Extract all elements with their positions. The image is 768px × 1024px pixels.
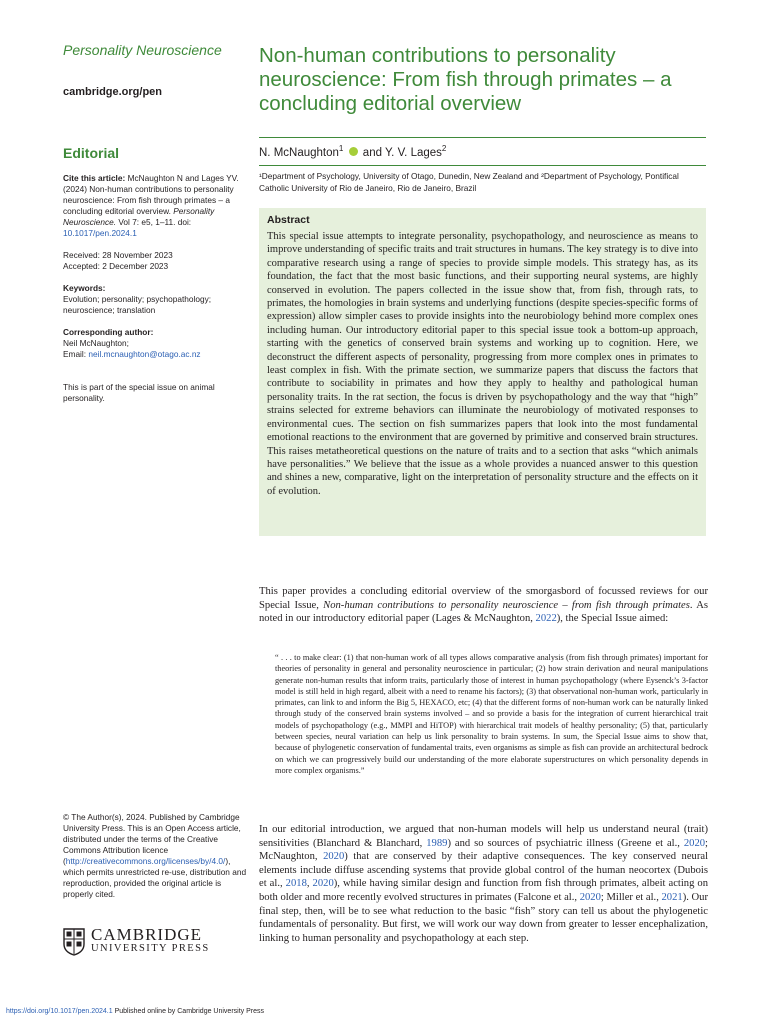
p2-text: ). Our final step, then, will be to see what reduction to the basic “fish” story can tell us about the phylogenetic fundamentals of personality. But first, we will work our way down from greater to lesser encephalization, linking to human personality and psychopathology at each step. (259, 891, 708, 944)
author-2-affil: 2 (441, 144, 447, 153)
accepted-date: Accepted: 2 December 2023 (63, 261, 169, 271)
author-2: Y. V. Lages (384, 146, 442, 159)
ref-link[interactable]: 2020 (312, 878, 334, 890)
journal-name: Personality Neuroscience (63, 42, 222, 58)
license-text-2: ), which permits unrestricted re-use, distribution and reproduction, provided the original article is properly cited. (63, 856, 247, 899)
citation-block (63, 173, 248, 239)
publisher-logo (63, 925, 210, 956)
body-paragraph-2 (259, 823, 708, 945)
email-label: Email: (63, 349, 87, 359)
ref-link[interactable]: 2021 (661, 891, 683, 903)
page-footer (6, 1008, 264, 1015)
p1-italic-title: Non-human contributions to personality neuroscience – from fish through primates (323, 599, 690, 611)
and-word: and (362, 146, 382, 159)
footer-published: Published online by Cambridge University Press (114, 1008, 264, 1015)
cite-label: Cite this article: (63, 173, 126, 183)
author-line (259, 144, 446, 159)
ref-link[interactable]: 1989 (426, 837, 448, 849)
corresponding-block (63, 327, 248, 360)
orcid-icon[interactable] (349, 147, 358, 156)
title-divider (259, 137, 706, 138)
corresponding-name: Neil McNaughton; (63, 338, 129, 348)
left-sidebar (63, 140, 248, 415)
author-1: N. McNaughton (259, 146, 339, 159)
keywords-label: Keywords: (63, 283, 106, 293)
p2-text: ; McNaughton, (259, 837, 708, 863)
p2-text: ) that are conserved by their adaptive consequences. The key conserved neural elements include diffuse ascending systems that provide global control of the human neocortex (Dubois et al., (259, 851, 709, 890)
license-text: © The Author(s), 2024. Published by Cambridge University Press. This is an Open Access article, distributed under the terms of the Creative Commons Attribution licence ( (63, 812, 241, 866)
p1-text-b: . As noted in our introductory editorial paper (Lages & McNaughton, (259, 599, 708, 625)
ref-link[interactable]: 2022 (535, 613, 557, 625)
keywords-list: Evolution; personality; psychopathology; neuroscience; translation (63, 294, 212, 315)
publisher-name: CAMBRIDGE (91, 925, 203, 944)
article-title: Non-human contributions to personality neuroscience: From fish through primates – a concluding editorial overview (259, 44, 672, 115)
article-type: Editorial (63, 145, 120, 161)
ref-link[interactable]: 2020 (683, 837, 706, 849)
author-divider (259, 165, 706, 166)
p2-text: ) and so sources of psychiatric illness (Greene et al., (447, 837, 684, 849)
received-date: Received: 28 November 2023 (63, 250, 173, 260)
ref-link[interactable]: 2020 (323, 851, 345, 863)
p2-text: , (306, 878, 313, 890)
p1-text-a: This paper provides a concluding editorial overview of the smorgasbord of focussed reviews for our Special Issue, (259, 586, 708, 611)
license-note (63, 812, 248, 900)
publisher-wordmark (91, 925, 210, 956)
ref-link[interactable]: 2020 (579, 891, 601, 903)
body-paragraph-1 (259, 585, 708, 626)
author-1-affil: 1 (338, 144, 344, 153)
abstract-text: This special issue attempts to integrate personality, psychopathology, and neuroscience as means to improve understanding of specific traits and trait structures in humans. The key strategy is to dive into comparative research using a range of species to provide simple models. This strategy has, as its foundation, the fact that the most basic functions, and their supporting neural systems, are highly conserved in evolution. The papers collected in the issue show that, from fish, through rats, to primates, the homologies in brain systems and underlying functions (despite species-specific forms of expression) allow simpler cases to provide insights into the neurobiology behind more complex ones including human. Our introductory editorial paper to this special issue took a bottom-up approach, starting with the genetics of conserved brain systems and working up to cognition. Here, we deconstruct the different aspects of personality, progressing from more complex ones in primates to least complex in fish. With the primate section, we summarize papers that discuss the factors that contribute to sociability in primates and how they apply to healthy and pathological human personality traits. In the rat section, the focus is driven by psychopathology and the way that “high” strains selected for extreme behaviors can illuminate the neurobiology of motivated responses to environmental cues. The section on fish summarizes papers that look into the most fundamental emotional reactions to the environment that are governed by primitive and conserved brain structures. This raises metatheoretical questions on the nature of traits and to a section that asks “which animals have personalities.” We believe that the issue as a whole provides a nuanced answer to this question and shines a new, comparative, light on the interpretation of personality structure and the effects on it of evolution. (267, 231, 698, 497)
corresponding-label: Corresponding author: (63, 327, 154, 337)
special-issue-note: This is part of the special issue on animal personality. (63, 382, 215, 403)
email-link[interactable]: neil.mcnaughton@otago.ac.nz (88, 349, 201, 359)
journal-url[interactable]: cambridge.org/pen (63, 86, 163, 98)
dates-block (63, 250, 248, 272)
ref-link[interactable]: 2018 (285, 878, 307, 890)
p2-text: ; Miller et al., (600, 891, 662, 903)
publisher-subname: UNIVERSITY PRESS (91, 943, 210, 954)
p2-text: ), while having similar design and function from fish through primates, albeit acting on both older and more recently evolved structures in primates (Falcone et al., (259, 878, 709, 903)
footer-doi-link[interactable]: https://doi.org/10.1017/pen.2024.1 (6, 1008, 113, 1015)
affiliations: ¹Department of Psychology, University of Otago, Dunedin, New Zealand and ²Department of Psychology, Pontifical Catholic University of Rio de Janeiro, Rio de Janeiro, Brazil (259, 171, 679, 193)
keywords-block (63, 283, 248, 316)
cite-journal: Personality Neuroscience. (63, 206, 215, 227)
p2-text: In our editorial introduction, we argued that non-human models will help us understand neural (trait) sensitivities (Blanchard & Blanchard, (259, 824, 708, 849)
p1-text-c: ), the Special Issue aimed: (556, 613, 669, 625)
cite-text: McNaughton N and Lages YV. (2024) Non-human contributions to personality neuroscience: From fish through primates – a concluding editorial overview. (63, 173, 239, 216)
cite-doi-link[interactable]: 10.1017/pen.2024.1 (63, 228, 137, 238)
block-quote: “ . . . to make clear: (1) that non-human work of all types allows comparative analysis (from fish through primates) important for theories of personality in general and personality neuroscience in particular; (2) how strain derivation and neural manipulations generate non-human results that inform traits, particularly those of interest in human psychopathology (where Eysenck’s 3-factor model is still held in high regard, albeit with a need to rename his factors); (3) that observational non-human work, particularly in primates, can link to and inform the Big 5, HEXACO, etc; (4) that the different forms of non-human work can be naturally linked through study of the conserved brain systems involved – and so provide a basis for the integration of current hierarchical trait models of psychopathology (e.g., MMPI and HiTOP) with hierarchical trait models of healthy personality; (5) that, particularly between species, neural variation can help us link personality to brain systems. In sum, the Special Issue aims to show that, because of phylogenetic conservation of fundamental traits, even organisms as simple as fish can provide an architectural bedrock on which we can progressively build our understanding of the more elaborate superstructures on which personality depends in more complex organisms.” (275, 653, 708, 775)
shield-icon (63, 928, 85, 956)
cite-volume: Vol 7: e5, 1–11. doi: (118, 217, 192, 227)
license-link[interactable]: http://creativecommons.org/licenses/by/4.0/ (65, 856, 226, 866)
abstract-heading: Abstract (267, 214, 310, 226)
abstract-box (259, 208, 706, 536)
